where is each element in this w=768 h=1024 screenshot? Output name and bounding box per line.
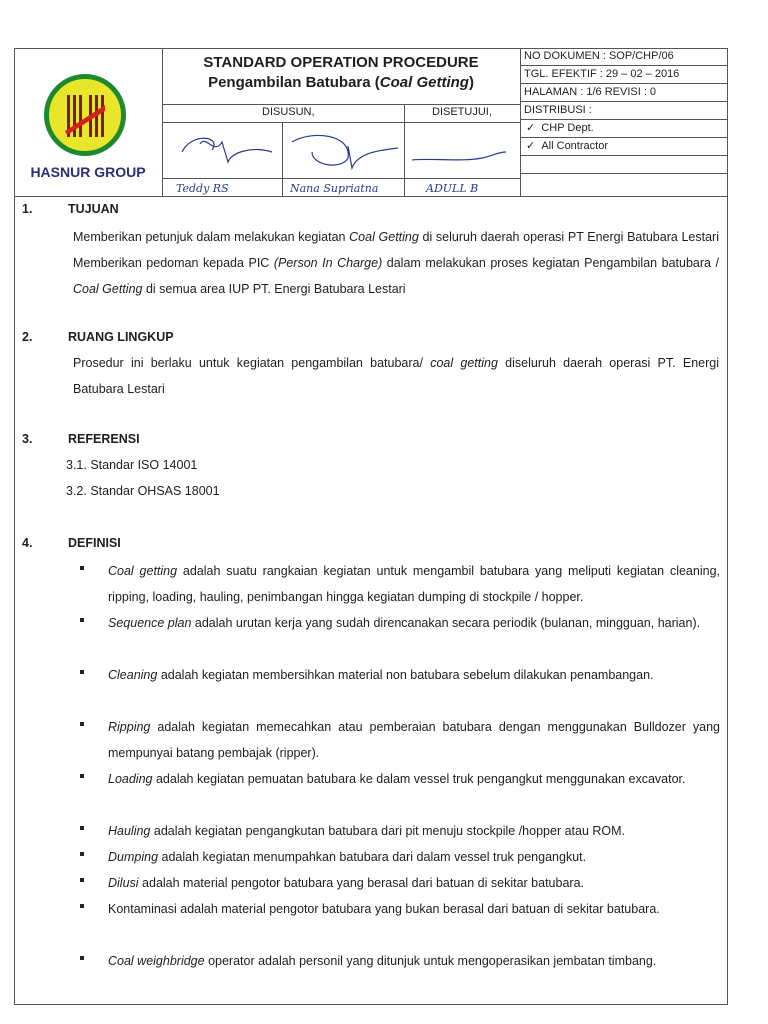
bullet-icon [80,566,84,570]
reference-item: 3.1. Standar ISO 14001 [66,458,198,472]
hasnur-logo [44,74,126,156]
section-paragraph: Memberikan petunjuk dalam melakukan kegiatan Coal Getting di seluruh daerah operasi PT Energi Batubara Lestari Memberikan pedoman kepada PIC (Person In Charge) dalam melakukan proses kegiatan Pengambilan batubara / Coal Getting di semua area IUP PT. Energi Batubara Lestari [73,230,720,296]
distribution-empty-row [520,156,728,174]
bullet-icon [80,904,84,908]
section-number: 1. [22,202,33,216]
approval-header [162,104,520,123]
logo-cell [14,48,163,196]
bullet-icon [80,852,84,856]
bullet-icon [80,618,84,622]
section-title: TUJUAN [68,202,119,216]
check-icon: ✓ [526,122,536,134]
signatory-name: Teddy RS [176,182,229,195]
document-title: STANDARD OPERATION PROCEDURE [203,54,479,71]
bullet-icon [80,774,84,778]
section-title: DEFINISI [68,536,121,550]
header-divider [14,196,728,197]
signatory-name: Nana Supriatna [290,182,379,195]
bullet-icon [80,670,84,674]
bullet-icon [80,722,84,726]
signatory-name: ADULL B [426,182,479,195]
section-title: REFERENSI [68,432,140,446]
document-subtitle: Pengambilan Batubara (Coal Getting) [208,74,474,91]
page-revision: HALAMAN : 1/6 REVISI : 0 [520,84,728,102]
doc-number: NO DOKUMEN : SOP/CHP/06 [520,48,728,66]
check-icon: ✓ [526,140,536,152]
distribution-label: DISTRIBUSI : [520,102,728,120]
logo-text: HASNUR GROUP [30,164,146,180]
approval-block [162,104,521,196]
section-number: 2. [22,330,33,344]
title-cell [162,48,521,105]
reference-item: 3.2. Standar OHSAS 18001 [66,484,220,498]
disetujui-label: DISETUJUI, [432,106,492,118]
signature-line [162,178,520,179]
document-info [520,48,728,191]
distribution-item: ✓ CHP Dept. [520,120,728,138]
signatures-graphic [162,122,520,178]
effective-date: TGL. EFEKTIF : 29 – 02 – 2016 [520,66,728,84]
disusun-label: DISUSUN, [262,106,315,118]
section-number: 4. [22,536,33,550]
section-title: RUANG LINGKUP [68,330,174,344]
logo-mark-icon [63,91,107,141]
document-header [14,48,728,198]
bullet-icon [80,826,84,830]
section-number: 3. [22,432,33,446]
section-paragraph: Prosedur ini berlaku untuk kegiatan pengambilan batubara/ coal getting diseluruh daerah operasi PT. Energi Batubara Lestari [73,356,719,396]
bullet-icon [80,878,84,882]
distribution-empty-row [520,174,728,191]
bullet-icon [80,956,84,960]
distribution-item: ✓ All Contractor [520,138,728,156]
